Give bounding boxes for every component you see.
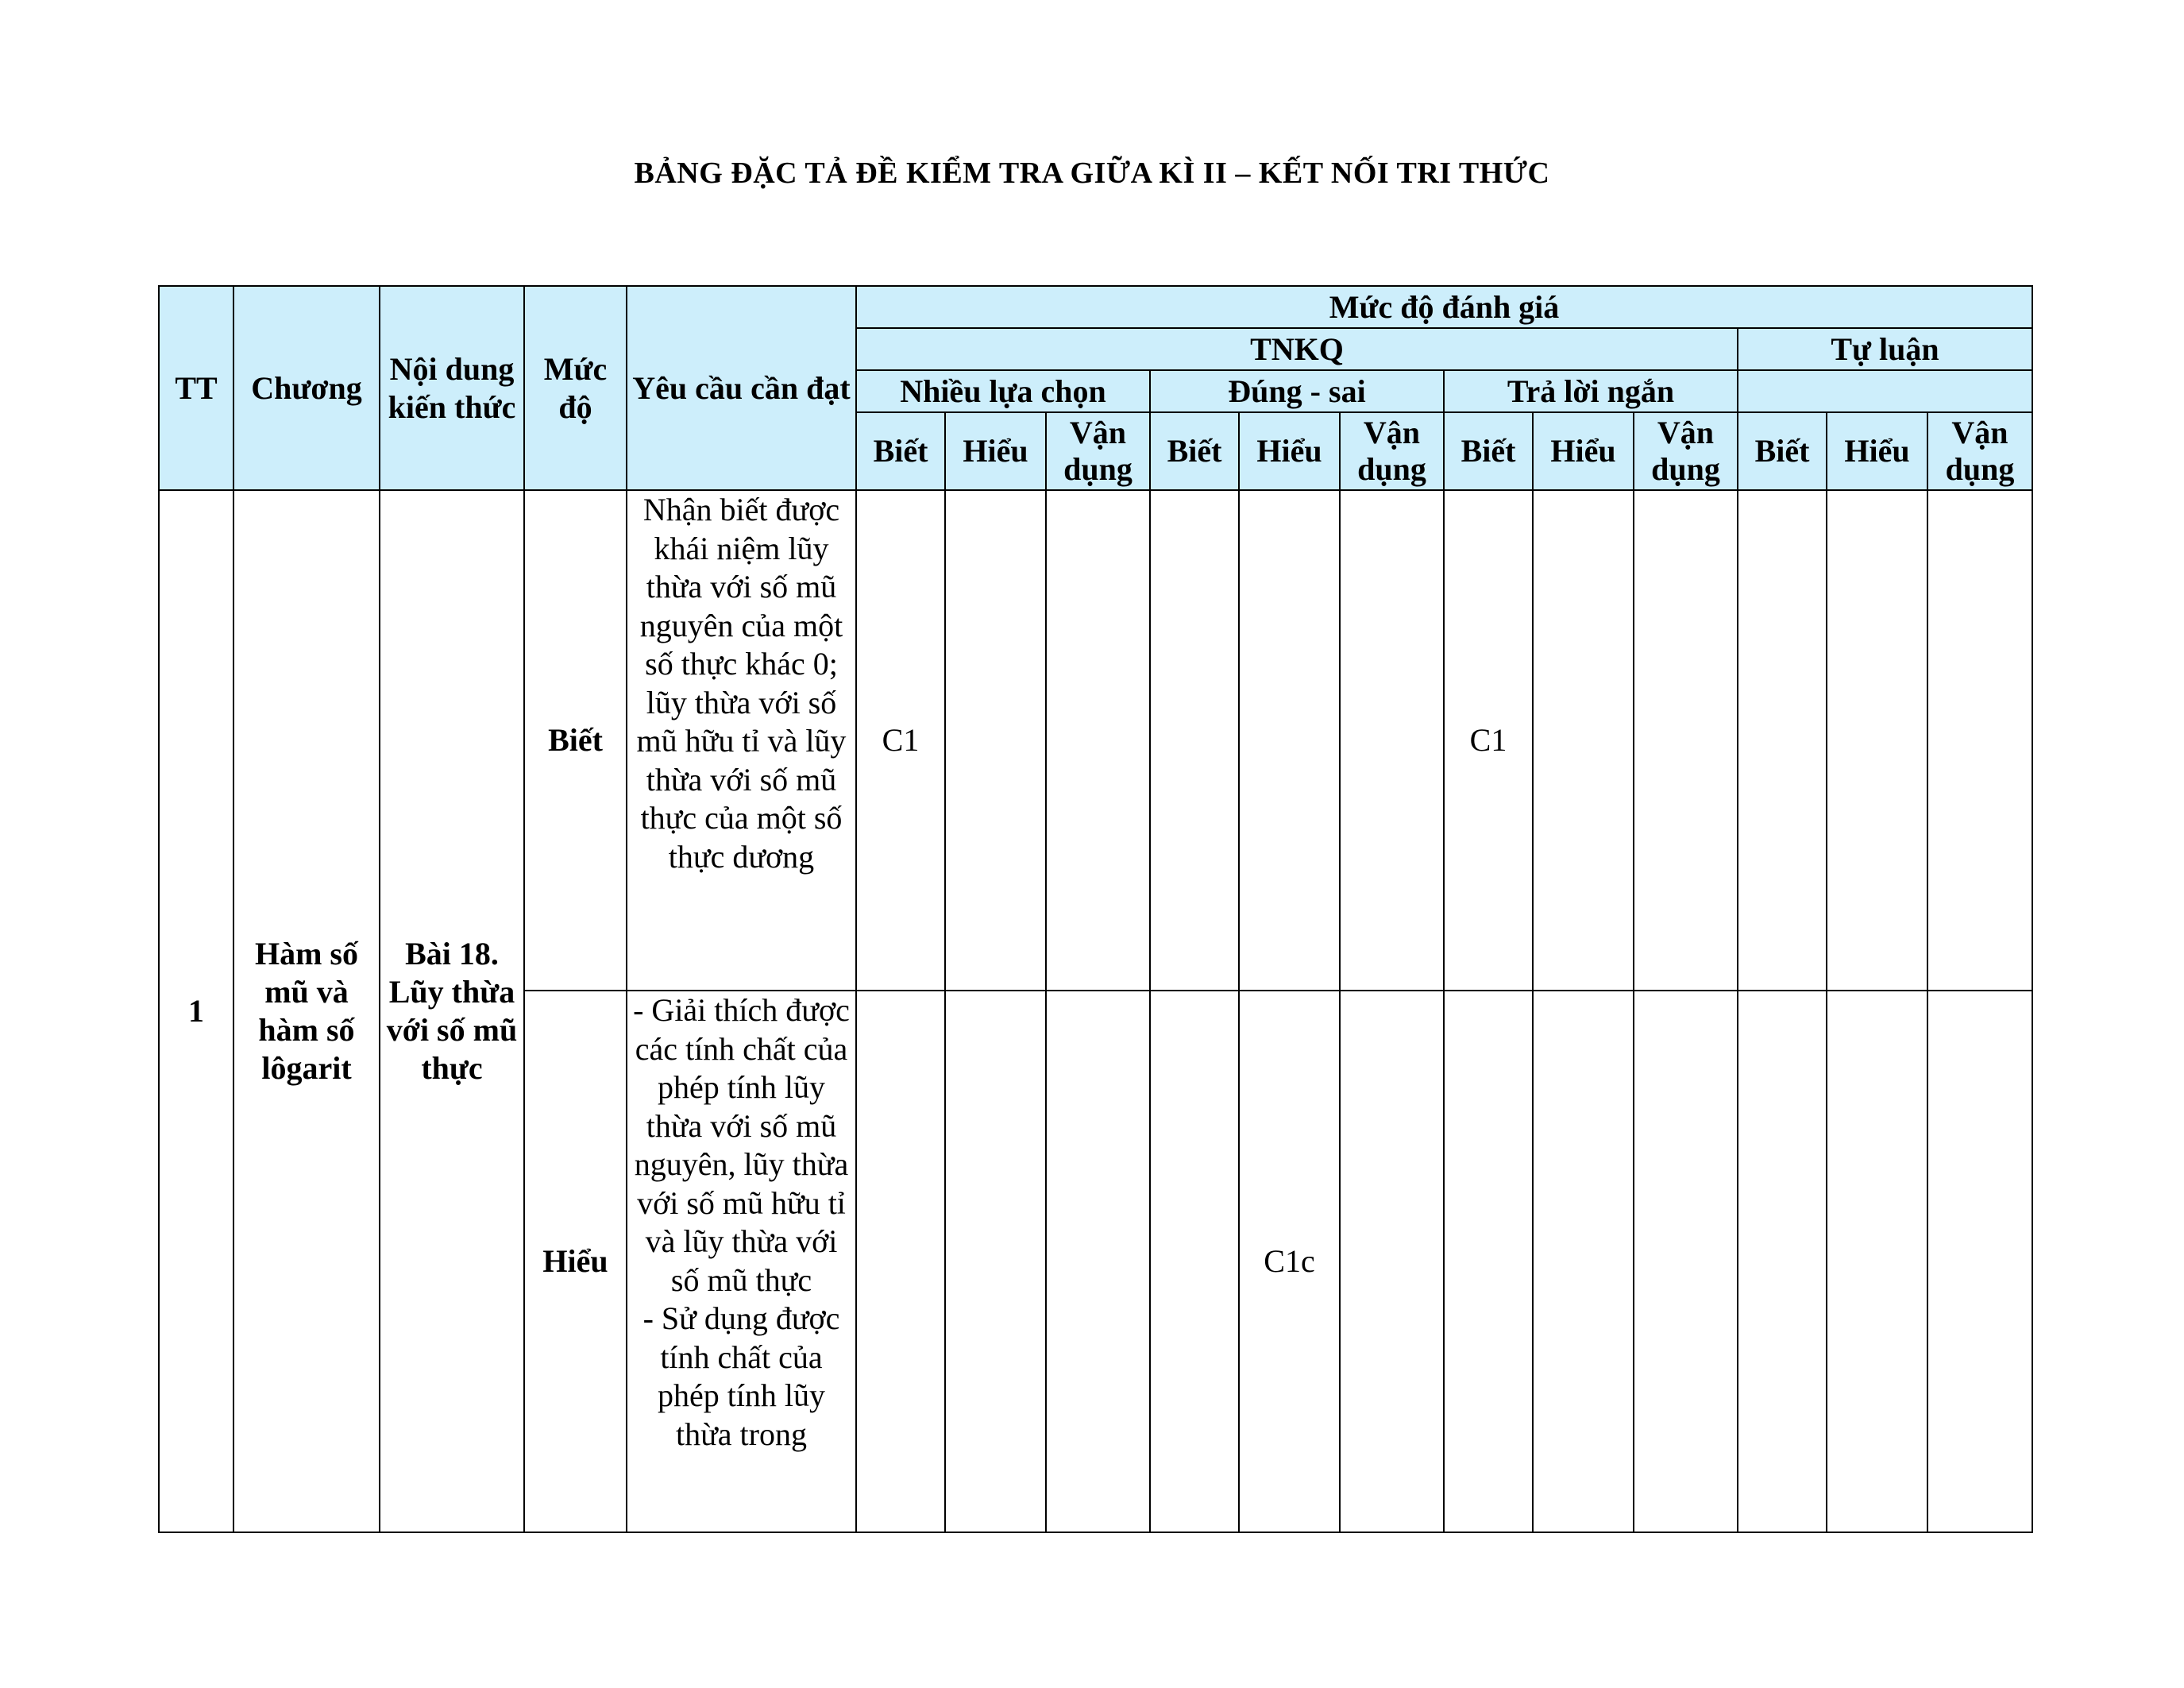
cell-question <box>856 991 945 1532</box>
cell-question <box>1046 490 1150 991</box>
cell-question <box>1150 490 1239 991</box>
header-level-hieu: Hiểu <box>1239 412 1340 490</box>
cell-question <box>1827 991 1927 1532</box>
cell-question <box>945 490 1046 991</box>
cell-muc-do: Hiểu <box>524 991 627 1532</box>
header-tnkq: TNKQ <box>856 328 1738 370</box>
specification-table <box>158 285 2033 1533</box>
cell-question: C1 <box>1444 490 1533 991</box>
header-level-van-dung: Vận dụng <box>1046 412 1150 490</box>
cell-question <box>1239 490 1340 991</box>
header-nhieu-lua-chon: Nhiều lựa chọn <box>856 370 1150 412</box>
cell-yeu-cau: - Giải thích được các tính chất của phép tính lũy thừa với số mũ nguyên, lũy thừa với số mũ hữu tỉ và lũy thừa với số mũ thực - Sử dụng được tính chất của phép tính lũy thừa trong <box>627 991 856 1532</box>
header-level-hieu: Hiểu <box>1827 412 1927 490</box>
header-yeu-cau: Yêu cầu cần đạt <box>627 286 856 490</box>
cell-question <box>1738 991 1827 1532</box>
header-level-biet: Biết <box>1150 412 1239 490</box>
cell-question <box>1827 490 1927 991</box>
cell-muc-do: Biết <box>524 490 627 991</box>
cell-question <box>1927 490 2032 991</box>
header-noi-dung: Nội dung kiến thức <box>380 286 524 490</box>
cell-question <box>1927 991 2032 1532</box>
cell-question: C1c <box>1239 991 1340 1532</box>
cell-question <box>1634 991 1738 1532</box>
table-body <box>159 490 2032 1532</box>
header-level-van-dung: Vận dụng <box>1340 412 1444 490</box>
cell-yeu-cau: Nhận biết được khái niệm lũy thừa với số mũ nguyên của một số thực khác 0; lũy thừa với số mũ hữu tỉ và lũy thừa với số mũ thực của một số thực dương <box>627 490 856 991</box>
cell-question <box>1340 991 1444 1532</box>
header-tra-loi-ngan: Trả lời ngắn <box>1444 370 1738 412</box>
header-level-hieu: Hiểu <box>945 412 1046 490</box>
header-dung-sai: Đúng - sai <box>1150 370 1444 412</box>
header-level-van-dung: Vận dụng <box>1634 412 1738 490</box>
cell-question <box>1634 490 1738 991</box>
header-level-biet: Biết <box>1738 412 1827 490</box>
header-muc-do: Mức độ <box>524 286 627 490</box>
table-header <box>159 286 2032 490</box>
cell-question <box>1340 490 1444 991</box>
cell-question <box>1533 490 1634 991</box>
header-tu-luan: Tự luận <box>1738 328 2032 370</box>
header-tt: TT <box>159 286 233 490</box>
header-chuong: Chương <box>233 286 380 490</box>
table-row <box>159 490 2032 991</box>
header-level-biet: Biết <box>856 412 945 490</box>
cell-noi-dung: Bài 18. Lũy thừa với số mũ thực <box>380 490 524 1532</box>
header-level-hieu: Hiểu <box>1533 412 1634 490</box>
header-tu-luan-empty <box>1738 370 2032 412</box>
cell-chuong: Hàm số mũ và hàm số lôgarit <box>233 490 380 1532</box>
header-level-biet: Biết <box>1444 412 1533 490</box>
header-danh-gia: Mức độ đánh giá <box>856 286 2032 328</box>
document-title: BẢNG ĐẶC TẢ ĐỀ KIỂM TRA GIỮA KÌ II – KẾT NỐI TRI THỨC <box>634 156 1550 190</box>
cell-question: C1 <box>856 490 945 991</box>
cell-question <box>1533 991 1634 1532</box>
cell-question <box>1150 991 1239 1532</box>
header-level-van-dung: Vận dụng <box>1927 412 2032 490</box>
cell-question <box>945 991 1046 1532</box>
cell-question <box>1046 991 1150 1532</box>
cell-question <box>1738 490 1827 991</box>
cell-tt: 1 <box>159 490 233 1532</box>
cell-question <box>1444 991 1533 1532</box>
